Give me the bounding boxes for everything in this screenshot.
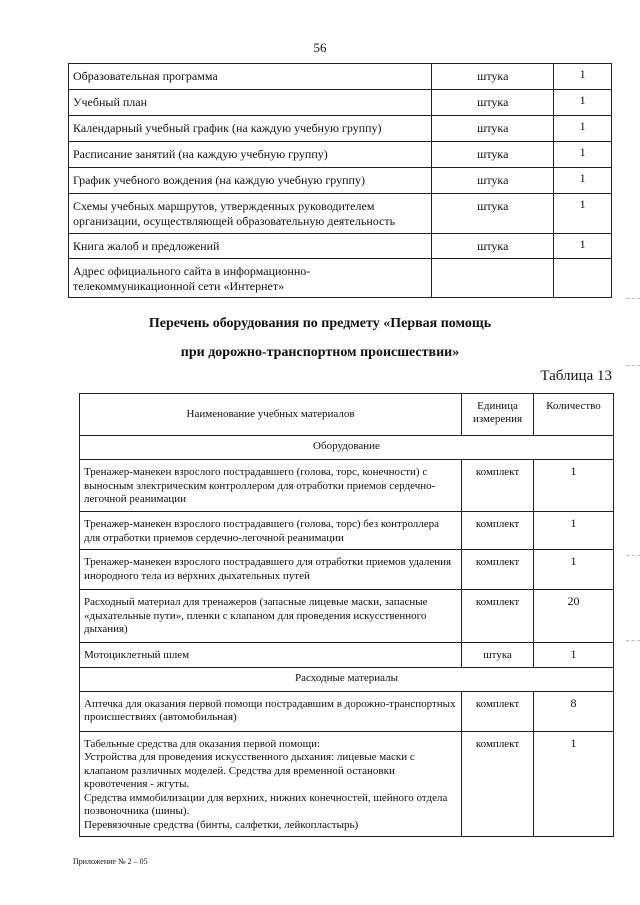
table-row (69, 259, 612, 298)
table-row (69, 194, 612, 234)
row-unit: комплект (462, 731, 534, 837)
row-qty: 1 (534, 512, 614, 550)
header-qty: Количество (534, 394, 614, 436)
table-row (69, 64, 612, 90)
section-row (80, 667, 614, 691)
row-unit: штука (432, 64, 554, 90)
row-qty: 8 (534, 691, 614, 731)
row-unit (432, 259, 554, 298)
table-label: Таблица 13 (540, 368, 612, 384)
row-name: Книга жалоб и предложений (69, 234, 432, 259)
table-row (80, 731, 614, 837)
row-qty: 1 (554, 64, 612, 90)
footer-note: Приложение № 2 – 05 (73, 857, 148, 866)
section-row (80, 436, 614, 460)
row-name: Расходный материал для тренажеров (запасные лицевые маски, запасные «дыхательные пути», пленки с клапаном для проведения искусственного дыхания) (80, 590, 462, 643)
table-row (80, 691, 614, 731)
row-unit: комплект (462, 512, 534, 550)
row-name: Адрес официального сайта в информационно-телекоммуникационной сети «Интернет» (69, 259, 432, 298)
row-name: Учебный план (69, 90, 432, 116)
row-qty (554, 259, 612, 298)
table-row (80, 590, 614, 643)
table-row (69, 142, 612, 168)
row-name (80, 731, 462, 837)
header-name: Наименование учебных материалов (80, 394, 462, 436)
row-name-line: Средства иммобилизации для верхних, нижних конечностей, шейного отдела позвоночника (шины). (84, 791, 448, 817)
row-qty: 1 (534, 731, 614, 837)
row-name: Схемы учебных маршрутов, утвержденных руководителем организации, осуществляющей образовательную деятельность (69, 194, 432, 234)
row-qty: 1 (554, 142, 612, 168)
row-qty: 1 (534, 460, 614, 512)
section-heading-line-2: при дорожно-транспортном происшествии» (180, 345, 460, 360)
row-unit: штука (432, 142, 554, 168)
row-name: Аптечка для оказания первой помощи пострадавшим в дорожно-транспортных происшествиях (автомобильная) (80, 691, 462, 731)
row-unit: комплект (462, 550, 534, 590)
section-consumables-label: Расходные материалы (80, 667, 614, 691)
row-name: Календарный учебный график (на каждую учебную группу) (69, 116, 432, 142)
row-name: Образовательная программа (69, 64, 432, 90)
row-qty: 1 (534, 643, 614, 668)
table-row (69, 168, 612, 194)
row-unit: комплект (462, 460, 534, 512)
row-name-line: Устройства для проведения искусственного дыхания: лицевые маски с клапаном различных моделей. Средства для временной остановки кровотечения - жгуты. (84, 751, 415, 790)
row-name: Расписание занятий (на каждую учебную группу) (69, 142, 432, 168)
section-equipment-label: Оборудование (80, 436, 614, 460)
row-unit: штука (432, 116, 554, 142)
row-name-line: Перевязочные средства (бинты, салфетки, лейкопластырь) (84, 818, 359, 831)
table-row (69, 90, 612, 116)
row-qty: 1 (554, 90, 612, 116)
row-name: Тренажер-манекен взрослого пострадавшего (голова, торс, конечности) с выносным электрическим контроллером для отработки приемов сердечно-легочной реанимации (80, 460, 462, 512)
table-row (69, 116, 612, 142)
row-unit: штука (432, 234, 554, 259)
row-qty: 1 (534, 550, 614, 590)
row-unit: комплект (462, 590, 534, 643)
row-qty: 20 (534, 590, 614, 643)
page-number: 56 (313, 40, 327, 55)
row-name: Мотоциклетный шлем (80, 643, 462, 668)
row-qty: 1 (554, 116, 612, 142)
table-row (80, 550, 614, 590)
row-unit: штука (432, 194, 554, 234)
row-qty: 1 (554, 234, 612, 259)
row-unit: штука (432, 90, 554, 116)
row-name: Тренажер-манекен взрослого пострадавшего для отработки приемов удаления инородного тела из верхних дыхательных путей (80, 550, 462, 590)
scan-artifact (626, 365, 640, 366)
row-qty: 1 (554, 168, 612, 194)
header-unit: Единица измерения (462, 394, 534, 436)
scan-artifact (626, 298, 640, 299)
row-qty: 1 (554, 194, 612, 234)
row-unit: комплект (462, 691, 534, 731)
table-row (69, 234, 612, 259)
table-row (80, 512, 614, 550)
scan-artifact (626, 640, 640, 641)
row-name: График учебного вождения (на каждую учебную группу) (69, 168, 432, 194)
table-row (80, 460, 614, 512)
row-unit: штука (462, 643, 534, 668)
section-heading-line-1: Перечень оборудования по предмету «Первая помощь (148, 316, 492, 331)
table-row (80, 643, 614, 668)
row-name-line: Табельные средства для оказания первой помощи: (84, 737, 321, 750)
scan-artifact (626, 555, 640, 556)
row-unit: штука (432, 168, 554, 194)
table-header-row (80, 394, 614, 436)
equipment-table (79, 393, 614, 837)
documents-table (68, 63, 612, 298)
row-name: Тренажер-манекен взрослого пострадавшего (голова, торс) без контроллера для отработки приемов сердечно-легочной реанимации (80, 512, 462, 550)
